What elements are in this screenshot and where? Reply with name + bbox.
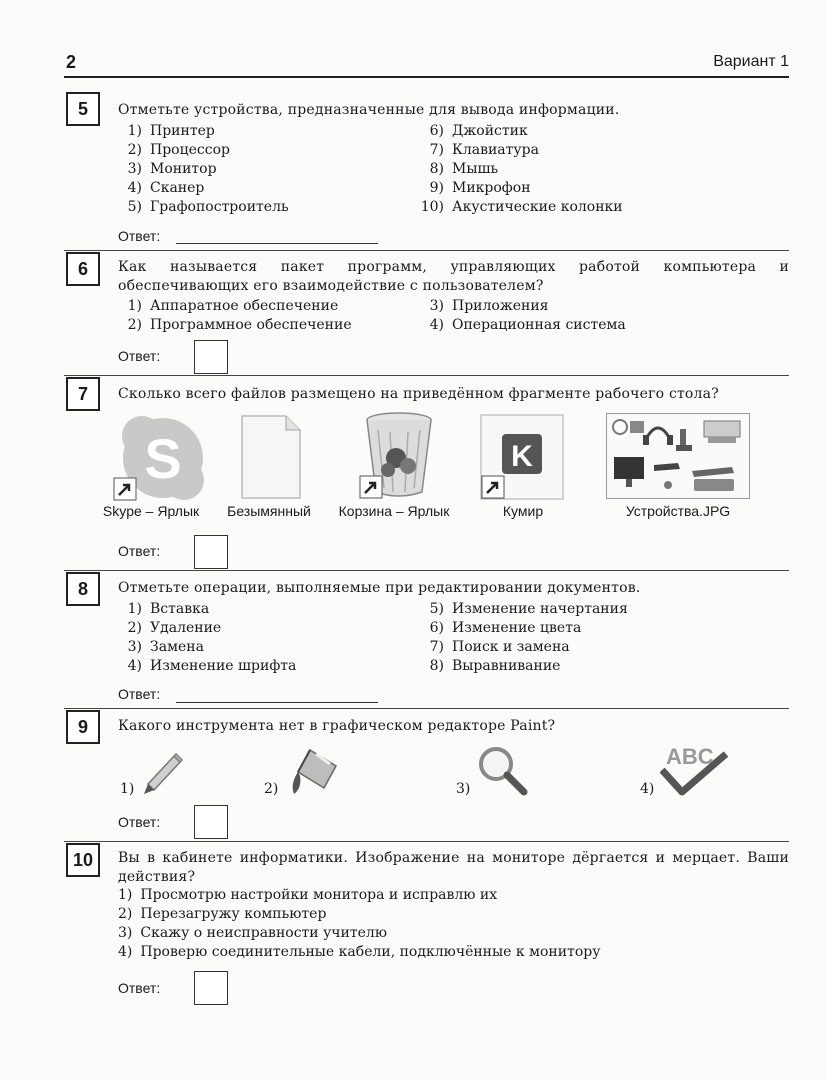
answer-box-6[interactable]: [194, 340, 228, 374]
answer-box-10[interactable]: [194, 971, 228, 1005]
question-6-text: Как называется пакет программ, управляющих работой компьютера и обеспечивающих его взаимодействие с пользователем?: [118, 259, 789, 294]
option-number: 7): [429, 142, 444, 158]
option-item: [110, 619, 221, 638]
option-item: [412, 316, 626, 335]
question-6-number: 6: [66, 252, 100, 286]
option-number: 3): [118, 925, 133, 941]
option-item: [412, 160, 498, 179]
kumir-caption: Кумир: [502, 503, 544, 519]
option-text: Джойстик: [452, 123, 528, 139]
option-number: 4): [118, 944, 133, 960]
option-item: [412, 297, 548, 316]
option-text: Клавиатура: [452, 142, 539, 158]
devices-image-thumbnail[interactable]: [606, 413, 750, 499]
option-number: 1): [127, 601, 142, 617]
option-number: 2): [127, 142, 142, 158]
svg-text:S: S: [144, 427, 182, 490]
question-8-number: 8: [66, 572, 100, 606]
option-item: [110, 638, 204, 657]
answer-line-5[interactable]: [176, 243, 378, 244]
option-text: Скажу о неисправности учителю: [140, 925, 388, 941]
option-text: Поиск и замена: [452, 639, 570, 655]
question-5-number: 5: [66, 92, 100, 126]
question-10-number: 10: [66, 843, 100, 877]
option-text: Просмотрю настройки монитора и исправлю их: [140, 887, 498, 903]
answer-label: Ответ:: [118, 228, 161, 244]
option-text: Принтер: [150, 123, 215, 139]
option-item: [110, 657, 296, 676]
option-item: [118, 943, 600, 962]
option-text: Процессор: [150, 142, 230, 158]
tool-3-number: 3): [456, 781, 471, 797]
option-item: [412, 600, 628, 619]
option-number: 3): [429, 298, 444, 314]
option-item: [110, 297, 338, 316]
option-text: Приложения: [452, 298, 549, 314]
option-text: Вставка: [150, 601, 210, 617]
answer-label: Ответ:: [118, 543, 161, 559]
option-number: 8): [429, 161, 444, 177]
option-text: Сканер: [150, 180, 205, 196]
question-10-text: Вы в кабинете информатики. Изображение на мониторе дёргается и мерцает. Ваши действия?: [118, 850, 789, 885]
option-number: 4): [127, 180, 142, 196]
separator: [64, 841, 789, 842]
tool-4-number: 4): [640, 781, 655, 797]
option-number: 7): [429, 639, 444, 655]
skype-caption: Skype – Ярлык: [102, 503, 200, 519]
option-number: 1): [118, 887, 133, 903]
answer-label: Ответ:: [118, 980, 161, 996]
option-text: Изменение начертания: [452, 601, 628, 617]
answer-label: Ответ:: [118, 348, 161, 364]
option-number: 9): [429, 180, 444, 196]
question-9-text: Какого инструмента нет в графическом редакторе Paint?: [118, 718, 556, 734]
option-text: Замена: [150, 639, 204, 655]
skype-shortcut-icon[interactable]: [112, 414, 212, 502]
separator: [64, 708, 789, 709]
option-text: Микрофон: [452, 180, 531, 196]
option-number: 3): [127, 639, 142, 655]
question-5-text: Отметьте устройства, предназначенные для вывода информации.: [118, 102, 620, 118]
option-item: [412, 198, 623, 217]
option-item: [118, 886, 497, 905]
option-text: Изменение шрифта: [150, 658, 297, 674]
option-text: Выравнивание: [452, 658, 561, 674]
devices-image-caption: Устройства.JPG: [625, 503, 731, 519]
option-text: Монитор: [150, 161, 217, 177]
kumir-shortcut-icon[interactable]: [480, 414, 564, 500]
option-number: 1): [127, 298, 142, 314]
option-item: [412, 657, 560, 676]
abc-text: ABC: [666, 744, 714, 769]
answer-label: Ответ:: [118, 814, 161, 830]
option-text: Аппаратное обеспечение: [150, 298, 339, 314]
option-item: [110, 316, 352, 335]
option-number: 2): [118, 906, 133, 922]
option-item: [412, 619, 581, 638]
option-item: [118, 924, 387, 943]
option-number: 3): [127, 161, 142, 177]
option-item: [110, 122, 215, 141]
option-number: 5): [127, 199, 142, 215]
option-item: [110, 179, 204, 198]
option-item: [110, 198, 289, 217]
option-number: 10): [420, 199, 444, 215]
blank-document-caption: Безымянный: [227, 503, 311, 519]
option-number: 2): [127, 620, 142, 636]
question-9-number: 9: [66, 710, 100, 744]
option-item: [412, 179, 531, 198]
option-item: [110, 600, 209, 619]
option-text: Операционная система: [452, 317, 626, 333]
tool-2-number: 2): [264, 781, 279, 797]
page-number: 2: [66, 52, 77, 72]
answer-line-8[interactable]: [176, 702, 378, 703]
separator: [64, 375, 789, 376]
answer-box-9[interactable]: [194, 805, 228, 839]
option-text: Акустические колонки: [452, 199, 623, 215]
option-text: Графопостроитель: [150, 199, 289, 215]
fill-bucket-icon[interactable]: [286, 744, 346, 798]
option-text: Программное обеспечение: [150, 317, 352, 333]
option-text: Изменение цвета: [452, 620, 582, 636]
option-text: Проверю соединительные кабели, подключённые к монитору: [140, 944, 601, 960]
tool-1-number: 1): [120, 781, 135, 797]
recycle-bin-caption: Корзина – Ярлык: [338, 503, 450, 519]
question-8-text: Отметьте операции, выполняемые при редактировании документов.: [118, 580, 641, 596]
blank-document-icon[interactable]: [238, 414, 304, 500]
magnifier-icon[interactable]: [476, 744, 530, 798]
option-text: Перезагружу компьютер: [140, 906, 327, 922]
separator: [64, 250, 789, 251]
option-number: 8): [429, 658, 444, 674]
question-7-number: 7: [66, 377, 100, 411]
option-item: [412, 638, 570, 657]
option-number: 2): [127, 317, 142, 333]
option-number: 4): [127, 658, 142, 674]
option-item: [412, 141, 539, 160]
spellcheck-abc-icon[interactable]: [660, 740, 730, 796]
header-rule: [64, 76, 789, 78]
option-number: 5): [429, 601, 444, 617]
svg-text:K: K: [511, 440, 533, 473]
option-number: 6): [429, 123, 444, 139]
question-7-text: Сколько всего файлов размещено на приведённом фрагменте рабочего стола?: [118, 386, 719, 402]
option-item: [110, 160, 217, 179]
option-text: Мышь: [452, 161, 499, 177]
option-text: Удаление: [150, 620, 222, 636]
option-item: [118, 905, 326, 924]
answer-box-7[interactable]: [194, 535, 228, 569]
recycle-bin-shortcut-icon[interactable]: [356, 410, 436, 500]
option-item: [412, 122, 528, 141]
pencil-icon[interactable]: [140, 750, 186, 798]
separator: [64, 570, 789, 571]
variant-label: Вариант 1: [713, 53, 789, 70]
option-number: 6): [429, 620, 444, 636]
option-number: 1): [127, 123, 142, 139]
option-item: [110, 141, 230, 160]
answer-label: Ответ:: [118, 686, 161, 702]
option-number: 4): [429, 317, 444, 333]
